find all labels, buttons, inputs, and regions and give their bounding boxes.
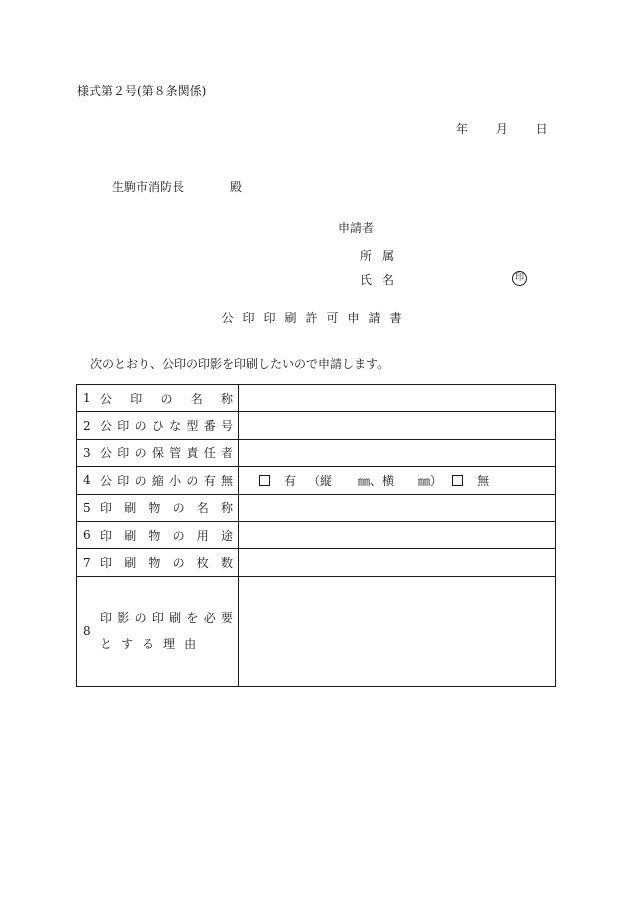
row-number: 6: [83, 528, 91, 543]
field-value-cell[interactable]: [239, 385, 556, 412]
label-char: 影: [117, 611, 130, 626]
label-char: の: [172, 501, 185, 516]
label-char: の: [134, 473, 147, 488]
field-label: [100, 390, 233, 407]
label-char: の: [172, 528, 185, 543]
label-char: 印: [117, 446, 130, 461]
label-char: 責: [186, 446, 199, 461]
label-char: の: [172, 556, 185, 571]
label-char: 由: [184, 637, 197, 652]
field-label: [100, 527, 233, 544]
field-label-cell: [77, 494, 239, 521]
label-char: 印: [100, 501, 113, 516]
yes-checkbox[interactable]: [259, 475, 270, 486]
label-char: の: [186, 473, 199, 488]
label-char: 名: [196, 501, 209, 516]
label-char: 公: [100, 419, 113, 434]
label-char: 名: [190, 391, 203, 406]
label-char: ひ: [151, 419, 164, 434]
field-label-cell: [77, 549, 239, 576]
field-value-cell[interactable]: [239, 494, 556, 521]
table-row: [77, 412, 556, 439]
label-char: な: [169, 419, 182, 434]
label-char: 任: [203, 446, 216, 461]
label-char: 用: [196, 528, 209, 543]
label-char: の: [134, 611, 147, 626]
label-char: 印: [130, 391, 143, 406]
label-char: 称: [220, 391, 233, 406]
label-char: 刷: [124, 501, 137, 516]
mm-width-label: ㎜、横: [358, 473, 395, 488]
label-char: 公: [100, 446, 113, 461]
row-number: 7: [83, 555, 91, 570]
row-number: 2: [83, 418, 91, 433]
field-label: [100, 554, 233, 571]
label-char: 印: [100, 528, 113, 543]
label-char: 者: [220, 446, 233, 461]
seal-icon: 印: [512, 271, 527, 286]
height-open-label: （縦: [308, 473, 333, 488]
label-char: 印: [151, 611, 164, 626]
label-char: 刷: [124, 556, 137, 571]
no-checkbox[interactable]: [452, 475, 463, 486]
label-char: 印: [117, 419, 130, 434]
label-char: 保: [151, 446, 164, 461]
label-char: す: [121, 637, 134, 652]
row-number: 1: [83, 391, 91, 406]
label-char: 数: [220, 556, 233, 571]
table-row: [77, 467, 556, 494]
label-char: 番: [203, 419, 216, 434]
addressee: [112, 180, 242, 194]
label-char: の: [134, 446, 147, 461]
field-value-cell[interactable]: [239, 521, 556, 548]
label-char: 無: [220, 473, 233, 488]
label-char: 物: [148, 528, 161, 543]
applicant-heading: 申請者: [338, 221, 375, 235]
field-label-cell: [77, 439, 239, 466]
label-char: 公: [100, 473, 113, 488]
name-label: 氏名: [360, 273, 405, 287]
yes-label: 有: [284, 473, 297, 488]
label-char: の: [160, 391, 173, 406]
field-label: [100, 444, 233, 461]
label-char: 小: [169, 473, 182, 488]
label-char: 印: [100, 611, 113, 626]
table-row: [77, 521, 556, 548]
label-char: 公: [100, 391, 113, 406]
field-label: [100, 417, 233, 434]
field-label-cell: [77, 576, 239, 686]
label-char: 刷: [124, 528, 137, 543]
label-char: 物: [148, 501, 161, 516]
label-char: 必: [203, 611, 216, 626]
row-number: 4: [83, 473, 91, 488]
field-value-cell[interactable]: [239, 467, 556, 494]
addressee-title: 生駒市消防長: [112, 180, 185, 194]
field-label-cell: [77, 521, 239, 548]
intro-text: 次のとおり、公印の印影を印刷したいので申請します。: [90, 357, 390, 371]
label-char: 管: [169, 446, 182, 461]
label-char: 型: [186, 419, 199, 434]
table-row: [77, 494, 556, 521]
reason-label: [100, 605, 238, 657]
table-row: [77, 549, 556, 576]
label-char: 途: [220, 528, 233, 543]
reduction-options: [239, 472, 555, 489]
label-char: の: [134, 419, 147, 434]
label-char: 理: [163, 637, 176, 652]
field-value-cell[interactable]: [239, 412, 556, 439]
date-line: 年 月 日: [456, 122, 548, 136]
label-char: 要: [220, 611, 233, 626]
form-number: 様式第２号(第８条関係): [77, 84, 207, 98]
field-label-cell: [77, 385, 239, 412]
application-table: [76, 384, 556, 687]
honorific: 殿: [230, 180, 243, 194]
label-char: る: [142, 637, 155, 652]
label-char: 印: [100, 556, 113, 571]
row-number: 5: [83, 500, 91, 515]
field-label-cell: [77, 412, 239, 439]
field-value-cell[interactable]: [239, 439, 556, 466]
row-number: 8: [83, 624, 91, 639]
label-char: 物: [148, 556, 161, 571]
label-char: を: [186, 611, 199, 626]
label-char: と: [100, 637, 113, 652]
mm-close-label: ㎜）: [418, 473, 443, 488]
label-char: 称: [220, 501, 233, 516]
no-label: 無: [477, 473, 490, 488]
table-row-reason: [77, 576, 556, 686]
field-value-cell[interactable]: [239, 549, 556, 576]
label-char: 印: [117, 473, 130, 488]
label-char: 枚: [196, 556, 209, 571]
field-label-cell: [77, 467, 239, 494]
reason-value-cell[interactable]: [239, 576, 556, 686]
label-char: 刷: [169, 611, 182, 626]
document-title: 公印印刷許可申請書: [221, 311, 411, 325]
affiliation-label: 所属: [360, 249, 405, 263]
table-row: [77, 385, 556, 412]
row-number: 3: [83, 445, 91, 460]
label-char: 縮: [151, 473, 164, 488]
label-char: 号: [220, 419, 233, 434]
field-label: [100, 499, 233, 516]
label-char: 有: [203, 473, 216, 488]
table-row: [77, 439, 556, 466]
field-label: [100, 472, 233, 489]
